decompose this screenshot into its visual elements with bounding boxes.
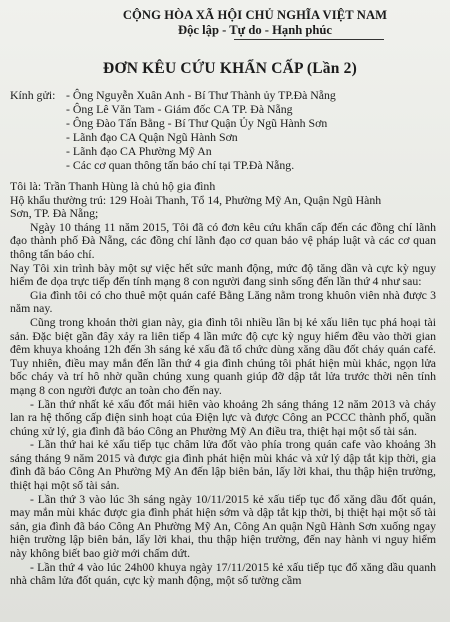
body-paragraph: Cũng trong khoản thời gian này, gia đình tôi nhiều lần bị kẻ xấu liên tục phá hoại tài sản. Đặc biệt gần đây xảy ra liên tiếp 4 lần mức độ cực kỳ nguy hiểm đều vào thời gian đêm khuya khoảng 12h đến 3h sáng kẻ xấu đã tổ chức dùng xăng dầu đốt cháy quán café. Tuy nhiên, điều may mắn đến lần thứ 4 gia đình chúng tôi phát hiện mùi khác, ngọn lửa bốc cháy và trí hô nhờ quần chúng xung quanh giúp đỡ dập tắt lửa trước thời nên tính mạng 8 con người được an toàn cho đến nay. <box>10 314 436 397</box>
national-title: CỘNG HÒA XÃ HỘI CHỦ NGHĨA VIỆT NAM <box>122 8 388 22</box>
body-paragraph: Ngày 10 tháng 11 năm 2015, Tôi đã có đơn kêu cứu khẩn cấp đến các đồng chí lãnh đạo thành phố Đà Nẵng, các đồng chí lãnh đạo cơ quan bảo vệ pháp luật và các cơ quan thông tấn báo chí. <box>10 219 436 261</box>
recipients-block <box>10 88 436 172</box>
intro-line: Tôi là: Trần Thanh Hùng là chủ hộ gia đình <box>10 179 216 193</box>
body-paragraph: Nay Tôi xin trình bày một sự việc hết sức manh động, mức độ tăng dần và cực kỳ nguy hiểm đe dọa trực tiếp đến tính mạng 8 con người đang sinh sống đến lần thứ 4 như sau: <box>10 260 436 289</box>
recipients-label: Kính gửi: <box>10 88 56 102</box>
motto-underline <box>234 39 384 40</box>
letter-body <box>10 180 436 588</box>
recipient-item: - Lãnh đạo CA Phường Mỹ An <box>66 144 212 158</box>
document-title: ĐƠN KÊU CỨU KHẨN CẤP (Lần 2) <box>103 60 357 77</box>
recipient-item: - Ông Nguyễn Xuân Anh - Bí Thư Thành ủy TP.Đà Nẵng <box>66 88 336 102</box>
body-paragraph: - Lần thứ 3 vào lúc 3h sáng ngày 10/11/2015 kẻ xấu tiếp tục đổ xăng dầu đốt quán, may mắn mùi khác được gia đình phát hiện sớm và dập tắt kịp thời, bị thiệt hại một số tài sản, gia đình đã báo Công An Phường Mỹ An, Công An quận Ngũ Hành Sơn xuống ngay hiện trường lập biên bản, lấy lời khai, thu thập hiện trường, đến nay hành vi nguy hiểm này không biết bao giờ mới chấm dứt. <box>10 491 436 561</box>
intro-line: Sơn, TP. Đà Nẵng; <box>10 206 99 221</box>
recipient-item: - Ông Đào Tấn Bằng - Bí Thư Quận Ủy Ngũ Hành Sơn <box>66 116 328 130</box>
recipient-item: - Ông Lê Văn Tam - Giám đốc CA TP. Đà Nẵng <box>66 102 293 116</box>
national-header <box>10 8 436 40</box>
body-paragraph: - Lần thứ hai kẻ xấu tiếp tục châm lửa đốt vào phía trong quán cafe vào khoảng 3h sáng tháng 9 năm 2015 và được gia đình phát hiện mùi khác và xử lý dập tắt kịp thời, gia đình đã báo Công An Phường Mỹ An đến lập biên bản, lấy lời khai, thu thập hiện trường, thiệt hại một số tài sản. <box>10 437 436 493</box>
recipients-list <box>66 88 436 172</box>
body-paragraph: - Lần thứ nhất kẻ xấu đốt mái hiên vào khoảng 2h sáng tháng 12 năm 2013 và cháy lan ra hệ thống cấp điện sinh hoạt của Điện lực và được Công an PCCC thành phố, quần chúng xử lý, gia đình đã báo Công an Phường Mỹ An điều tra, thiệt hại một số tài sản. <box>10 396 436 438</box>
recipient-item: - Các cơ quan thông tấn báo chí tại TP.Đà Nẵng. <box>66 158 295 172</box>
body-paragraph: - Lần thứ 4 vào lúc 24h00 khuya ngày 17/11/2015 kẻ xấu tiếp tục đổ xăng dầu quanh nhà châm lửa đốt quán, cực kỳ manh động, một số tường cầm <box>10 559 436 588</box>
national-motto: Độc lập - Tự do - Hạnh phúc <box>178 23 332 37</box>
intro-line: Hộ khẩu thường trú: 129 Hoài Thanh, Tổ 14, Phường Mỹ An, Quận Ngũ Hành <box>10 192 382 207</box>
body-paragraph: Gia đình tôi có cho thuê một quán café Bằng Lăng nằm trong khuôn viên nhà được 3 năm nay. <box>10 287 436 316</box>
recipient-item: - Lãnh đạo CA Quận Ngũ Hành Sơn <box>66 130 238 144</box>
